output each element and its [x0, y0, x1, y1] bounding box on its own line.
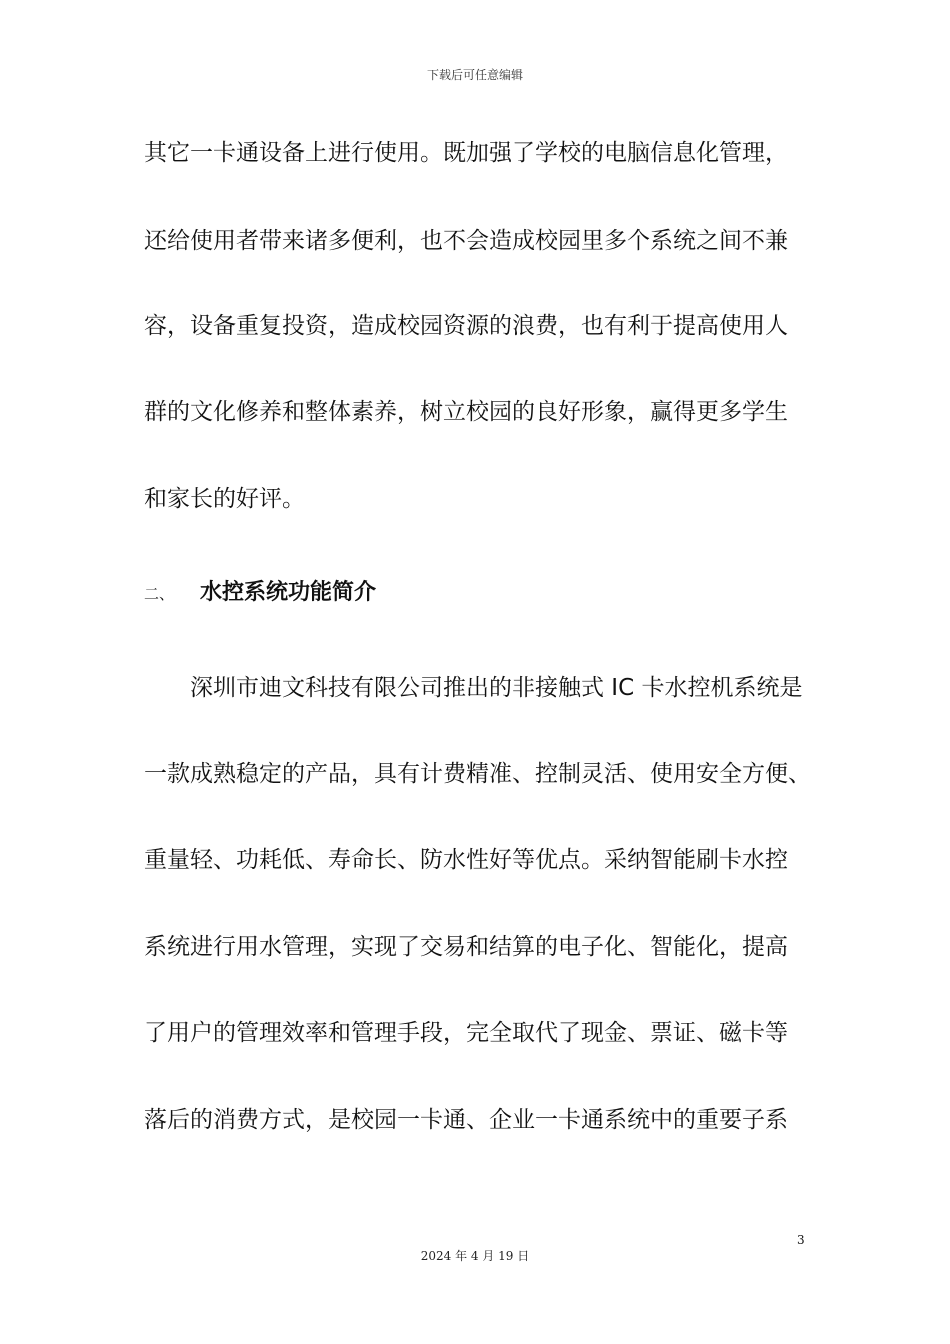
paragraph-line: 了用户的管理效率和管理手段，完全取代了现金、票证、磁卡等 — [144, 1020, 788, 1046]
paragraph-line: 落后的消费方式，是校园一卡通、企业一卡通系统中的重要子系 — [144, 1107, 788, 1133]
paragraph-line: 深圳市迪文科技有限公司推出的非接触式 IC 卡水控机系统是 — [190, 675, 803, 701]
section-title: 水控系统功能简介 — [200, 580, 377, 605]
paragraph-line: 容，设备重复投资，造成校园资源的浪费，也有利于提高使用人 — [144, 313, 788, 339]
section-heading — [144, 578, 376, 609]
section-number: 二、 — [144, 585, 175, 603]
paragraph-line: 群的文化修养和整体素养，树立校园的良好形象，赢得更多学生 — [144, 399, 788, 425]
paragraph-line: 系统进行用水管理，实现了交易和结算的电子化、智能化，提高 — [144, 934, 788, 960]
page-header: 下载后可任意编辑 — [426, 68, 523, 82]
paragraph-line: 一款成熟稳定的产品，具有计费精准、控制灵活、使用安全方便、 — [144, 761, 811, 787]
footer-date: 2024 年 4 月 19 日 — [420, 1249, 530, 1263]
paragraph-line: 和家长的好评。 — [144, 486, 305, 512]
page-number: 3 — [797, 1233, 805, 1247]
paragraph-line: 还给使用者带来诸多便利，也不会造成校园里多个系统之间不兼 — [144, 228, 788, 254]
paragraph-line: 重量轻、功耗低、寿命长、防水性好等优点。采纳智能刷卡水控 — [144, 847, 788, 873]
paragraph-line: 其它一卡通设备上进行使用。既加强了学校的电脑信息化管理， — [144, 140, 788, 166]
